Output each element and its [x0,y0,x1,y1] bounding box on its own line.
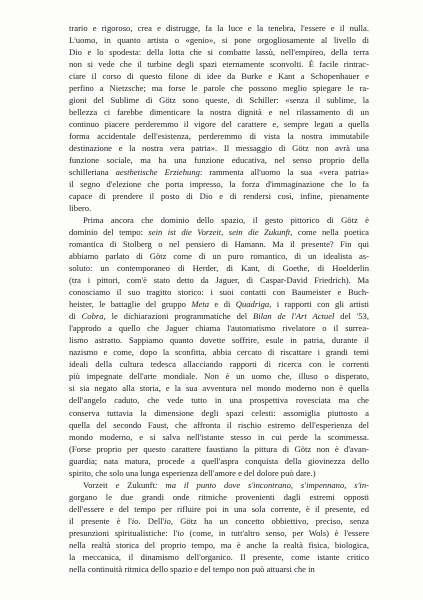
text-span: , come nella poetica [290,227,369,238]
text-line [69,250,369,262]
text-line [69,551,369,563]
text-line [69,539,369,551]
text-span: . Dell' [138,515,165,526]
text-line [69,70,369,82]
text-span: Dio e lo spodesta: della lotta che si combatte lassù, nell'empireo, della terra [69,47,369,58]
text-span: lismo astratto. Sappiamo quanto dovette soffrire, esule in patria, durante il [69,335,369,346]
text-line [69,455,369,467]
text-line [69,407,369,419]
text-span: L'uomo, in quanto artista o «genio», si pone orgogliosamente al livello di [69,35,369,46]
italic-text: e [107,479,128,490]
text-span: si sia negato alla storia, e la sua avventura nel mondo moderno non è quella [69,383,369,394]
text-span: più impegnate dell'arte mondiale. Non è un uomo che, illuso o disperato, [69,371,369,382]
text-line [69,515,369,527]
text-span: romantica di Stolberg o nel pensiero di Hamann. Ma il presente? Fin qui [69,239,369,250]
text-span: abbiamo parlato di Götz come di un puro romantico, di un idealista as- [69,251,369,262]
text-line [69,382,369,394]
text-span: l'approdo a quello che Jaguer chiama l'automatismo rivelatore o il surrea- [69,323,369,334]
italic-text: Quadriga [235,299,270,310]
text-span: trario e rigoroso, crea e distrugge, fa la luce e la tenebra, l'essere e il nulla. [69,23,369,33]
text-span: conosciamo il suo tragitto storico: i suoi contatti con Baumeister e Buch- [69,287,369,298]
text-span: (come, in tutt'altro senso, per Wols) è l'essere [183,527,370,538]
text-line [69,370,369,382]
text-span: , Götz ha un concetto obbiettivo, preciso, senza [170,515,369,526]
text-line [69,142,369,154]
text-line [69,58,369,70]
text-line [69,22,369,34]
text-span: (tra i pittori, com'è stato detto da Jaguer, di Caspar-David Friedrich). Ma [69,275,369,286]
text-span: Zukunft [127,479,155,490]
text-line [69,94,369,106]
text-line [69,106,369,118]
text-span: e di [209,299,236,310]
text-span: perfino a Nietzsche; ma forse le parole che possono meglio spiegare le ra- [69,83,369,94]
text-line [69,527,369,539]
text-span: nella realtà storica del proprio tempo, ma è anche la realtà fisica, biologica, [69,539,369,550]
text-span: gioni del Sublime di Götz sono queste, di Schiller: «senza il sublime, la [69,95,369,106]
text-span: bellezza ci farebbe dimenticare la nostra dignità e nel rilassamento di un [69,107,369,118]
text-span: non si vede che il turbine degli spazi eternamente sconvolti. È facile rintrac- [69,59,369,70]
text-span: conserva tuttavia la dimensione degli spazi celesti: assomiglia piuttosto a [69,407,369,418]
text-span: capace di prendere il posto di Dio e di rendersi così, infine, pienamente [69,191,369,202]
text-line [69,322,369,334]
text-span: il presente è l' [69,515,132,526]
text-span: dell'angelo caduto, che vede tutto in una prospettiva rovesciata ma che [69,395,369,406]
text-line [69,443,369,455]
text-line [69,166,369,178]
text-span: forma accidentale dell'esistenza, perderemmo di vista la nostra immutabile [69,131,369,142]
text-span: destinazione e la nostra vera patria». Il messaggio di Götz non avrà una [69,143,369,154]
text-line [69,130,369,142]
text-span: : rammenta all'uomo la sua «vera patria» [199,167,369,178]
text-line [69,118,369,130]
text-span: libero. [69,203,92,214]
body-text [69,22,369,575]
text-line [69,394,369,406]
text-line [69,190,369,202]
text-line [69,479,369,491]
text-span: nazismo e come, dopo la sconfitta, abbia cercato di riscattare i grandi temi [69,347,369,358]
text-line [69,202,369,214]
text-line [69,238,369,250]
text-span: Vorzeit [83,479,108,490]
text-span: quella del secondo Faust, che affronta il rischio estremo dell'esperienza del [69,419,369,430]
text-line [69,46,369,58]
text-line [69,298,369,310]
text-line [69,563,369,575]
text-line [69,286,369,298]
text-line [69,82,369,94]
text-span: presunzioni spiritualistiche: l' [69,527,178,538]
italic-text: io [177,527,184,538]
text-span: nella continuità ritmica dello spazio e del tempo non può attuarsi che in [69,563,315,574]
text-span: di [69,311,82,322]
text-span: dominio del tempo: [69,227,149,238]
text-span: schilleriana [69,167,116,178]
text-span: , le dichiarazioni programmatiche del [103,311,254,322]
text-line [69,467,369,479]
text-line [69,274,369,286]
text-span: soluto: un contemporaneo di Herder, di Kant, di Goethe, di Hoelderlin [69,263,369,274]
text-line [69,310,369,322]
text-line [69,431,369,443]
text-span: funzione sociale, ma ha una funzione educativa, nel senso proprio della [69,155,369,166]
italic-text: aesthetische Erziehung [115,167,200,178]
italic-text: : ma il punto dove s'incontrano, s'impennano, s'in- [154,479,369,490]
italic-text: Bilan de l'Art Actuel [253,311,335,322]
italic-text: sein ist die Vorzeit, sein die Zukunft [148,227,291,238]
text-line [69,262,369,274]
text-span: la meccanica, il dinamismo dell'organico. Il presente, come istante critico [69,551,369,562]
text-line [69,154,369,166]
text-span: Prima ancora che dominio dello spazio, il gesto pittorico di Götz è [83,215,369,226]
text-line [69,226,369,238]
text-line [69,419,369,431]
text-span: ciare il corso di questo filone di idee da Burke e Kant a Schopenhauer e [69,71,369,82]
italic-text: io [164,515,171,526]
text-span: , i rapporti con gli artisti [269,299,369,310]
text-line [69,334,369,346]
text-span: heister, le battaglie del gruppo [69,299,192,310]
text-span: guardia; nata matura, procede a quell'aspra conquista della giovinezza dello [69,455,369,466]
text-span: del '53, [334,311,369,322]
text-span: gorgano le due grandi onde ritmiche provenienti dagli estremi opposti [69,491,369,502]
text-line [69,178,369,190]
italic-text: io [131,515,139,526]
text-line [69,214,369,226]
text-line [69,358,369,370]
text-span: (Forse proprio per questo carattere faustiano la pittura di Götz non è d'avan- [69,443,369,454]
italic-text: Meta [191,299,210,310]
text-line [69,491,369,503]
text-span: spirito, che solo una lunga esperienza dell'amore e del dolore può dare.) [69,467,316,478]
text-line [69,346,369,358]
text-line [69,34,369,46]
text-span: continuo piacere perderemmo il vigore del carattere e, sempre legati a quella [69,119,369,130]
text-span: mondo moderno, e si salva nell'istante stesso in cui perde la scommessa. [69,431,369,442]
text-span: il segno d'elezione che porta impresso, la forza d'immaginazione che lo fa [69,179,369,190]
text-span: dell'essere e del tempo per rifluire poi in una sola corrente, è il presente, ed [69,503,369,514]
text-line [69,503,369,515]
italic-text: Cobra [81,311,104,322]
text-span: ideali della cultura tedesca allacciando rapporti di ricerca con le correnti [69,359,369,370]
